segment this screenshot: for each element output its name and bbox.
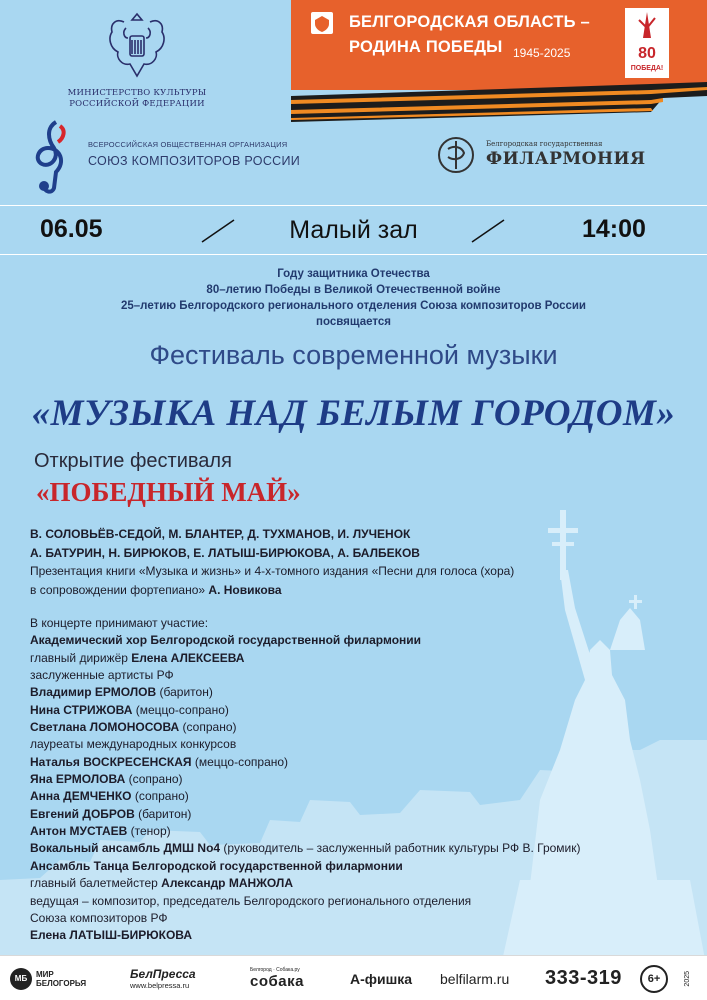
performer-row [30,927,700,944]
performer-detail: (сопрано) [125,772,183,787]
divider-slash-icon [468,218,508,244]
performer-detail: ведущая – композитор, председатель Белгородского регионального отделения [30,893,472,908]
sobaka-logo [250,956,304,1000]
performer-name: Анна ДЕМЧЕНКО [30,789,132,804]
performer-detail: (руководитель – заслуженный работник культуры РФ В. Громик) [220,841,581,856]
mb-line-1: МИР [36,969,54,979]
performer-name: Академический хор Белгородской государственной филармонии [30,633,422,648]
performer-name: Владимир ЕРМОЛОВ [30,685,157,700]
afishka-logo: А-фишка [350,970,413,987]
belpressa-name: БелПресса [130,967,196,981]
festival-subtitle: Фестиваль современной музыки [149,340,558,370]
performer-detail: (меццо-сопрано) [132,702,229,717]
performer-name: Елена ЛАТЫШ-БИРЮКОВА [30,928,193,943]
performer-detail: В концерте принимают участие: [30,616,209,630]
performer-name: Светлана ЛОМОНОСОВА [30,720,180,735]
performer-name: Александр МАНЖОЛА [161,876,293,891]
performer-row [30,910,700,927]
year-label [684,956,691,1000]
presentation-text: в сопровождении фортепиано» [30,582,206,597]
program-section [30,525,650,599]
performer-detail: заслуженные артисты РФ [30,668,174,683]
event-info-bar [0,205,707,255]
composers-org-type: ВСЕРОССИЙСКАЯ ОБЩЕСТВЕННАЯ ОРГАНИЗАЦИЯ [88,140,288,149]
philharmonic-line-1: Белгородская государственная [486,140,603,148]
performer-row [30,632,700,649]
performer-name: Яна ЕРМОЛОВА [30,772,126,787]
performer-detail: (баритон) [134,806,192,821]
double-headed-eagle-icon [102,8,172,80]
performer-row [30,788,700,805]
performer-row [30,719,700,736]
sponsors-footer [0,955,707,1000]
opening-label: Открытие фестиваля [34,450,232,472]
performer-row [30,840,700,857]
performer-detail: (баритон) [156,685,213,700]
badge-80-text: 80 [638,45,656,62]
performer-row [30,736,700,753]
composers-list-line: В. СОЛОВЬЁВ-СЕДОЙ, М. БЛАНТЕР, Д. ТУХМАНОВ, И. ЛУЧЕНОК [30,527,411,541]
performer-name: Нина СТРИЖОВА [30,702,133,717]
performer-row [30,823,700,840]
performer-row [30,754,700,771]
performer-detail: (сопрано) [131,789,189,804]
mb-line-2: БЕЛОГОРЬЯ [36,978,87,988]
performer-row [30,771,700,788]
website-link[interactable]: belfilarm.ru [440,970,510,987]
performer-name: Евгений ДОБРОВ [30,806,135,821]
composers-union-logo [30,118,350,198]
performer-row [30,684,700,701]
performer-row [30,702,700,719]
region-banner [291,0,707,90]
performer-row [30,615,700,632]
mb-badge: МБ [10,968,32,990]
performer-row [30,806,700,823]
sobaka-name: собака [250,973,304,990]
performer-row [30,650,700,667]
performer-detail: Союза композиторов РФ [30,910,168,925]
sobaka-tag: Белгород · Собака.ру [250,967,300,973]
philharmonic-emblem-icon [436,135,476,175]
dedication-line: 25–летию Белгородского регионального отделения Союза композиторов России [121,300,586,312]
performer-detail: лауреаты международных конкурсов [30,737,237,752]
event-hall: Малый зал [289,216,418,244]
belpressa-url: www.belpressa.ru [130,981,190,990]
badge-pobeda-text: ПОБЕДА! [630,65,664,72]
composers-org-name: СОЮЗ КОМПОЗИТОРОВ РОССИИ [88,154,301,168]
opening-concert-title: «ПОБЕДНЫЙ МАЙ» [36,477,301,507]
performers-list [30,615,700,945]
region-years: 1945-2025 [513,46,571,60]
composers-list-line: А. БАТУРИН, Н. БИРЮКОВ, Е. ЛАТЫШ-БИРЮКОВА, А. БАЛБЕКОВ [30,545,420,560]
philharmonic-logo [436,135,656,185]
age-rating-badge: 6+ [640,965,668,993]
treble-clef-icon [30,118,76,196]
performer-row [30,875,700,892]
age-rating [640,956,668,1000]
ministry-of-culture-logo [62,8,212,123]
performer-role: главный балетмейстер [30,876,162,891]
performer-role: главный дирижёр [30,650,132,665]
mir-belogorya-logo [10,956,86,1000]
st-george-ribbon-icon [291,82,707,126]
region-title-line-2: РОДИНА ПОБЕДЫ [349,38,503,56]
presentation-line: Презентация книги «Музыка и жизнь» и 4-х-томного издания «Песни для голоса (хора) [30,564,515,578]
victory-80-badge-icon [625,8,669,78]
belpressa-logo [130,956,196,1000]
festival-title: «МУЗЫКА НАД БЕЛЫМ ГОРОДОМ» [31,393,676,434]
performer-name: Наталья ВОСКРЕСЕНСКАЯ [30,754,192,769]
dedication-line: посвящается [316,316,391,328]
performer-detail: (тенор) [127,824,171,839]
philharmonic-line-2: ФИЛАРМОНИЯ [486,149,646,169]
dedication-line: Году защитника Отечества [277,268,430,280]
event-date: 06.05 [40,215,103,243]
performer-row [30,893,700,910]
performer-name: Антон МУСТАЕВ [30,824,128,839]
performer-row [30,858,700,875]
phone-number[interactable]: 333-319 [545,967,622,989]
performer-name: Ансамбль Танца Белгородской государственной филармонии [30,858,403,873]
performer-detail: (меццо-сопрано) [191,754,289,769]
performer-name: Елена АЛЕКСЕЕВА [131,650,245,665]
dedication-text [0,266,707,330]
performer-row [30,667,700,684]
presentation-line [30,581,650,600]
year-text: 2025 [684,970,691,987]
presentation-author: А. Новикова [208,582,282,597]
event-time: 14:00 [582,215,646,243]
ministry-line-2: РОССИЙСКОЙ ФЕДЕРАЦИИ [69,99,205,109]
dedication-line: 80–летию Победы в Великой Отечественной войне [206,284,501,296]
performer-detail: (сопрано) [179,720,237,735]
belgorod-coat-of-arms-icon [311,12,333,34]
ministry-line-1: МИНИСТЕРСТВО КУЛЬТУРЫ [67,88,207,98]
region-title-line-1: БЕЛГОРОДСКАЯ ОБЛАСТЬ – [349,13,590,31]
performer-name: Вокальный ансамбль ДМШ No4 [30,841,221,856]
